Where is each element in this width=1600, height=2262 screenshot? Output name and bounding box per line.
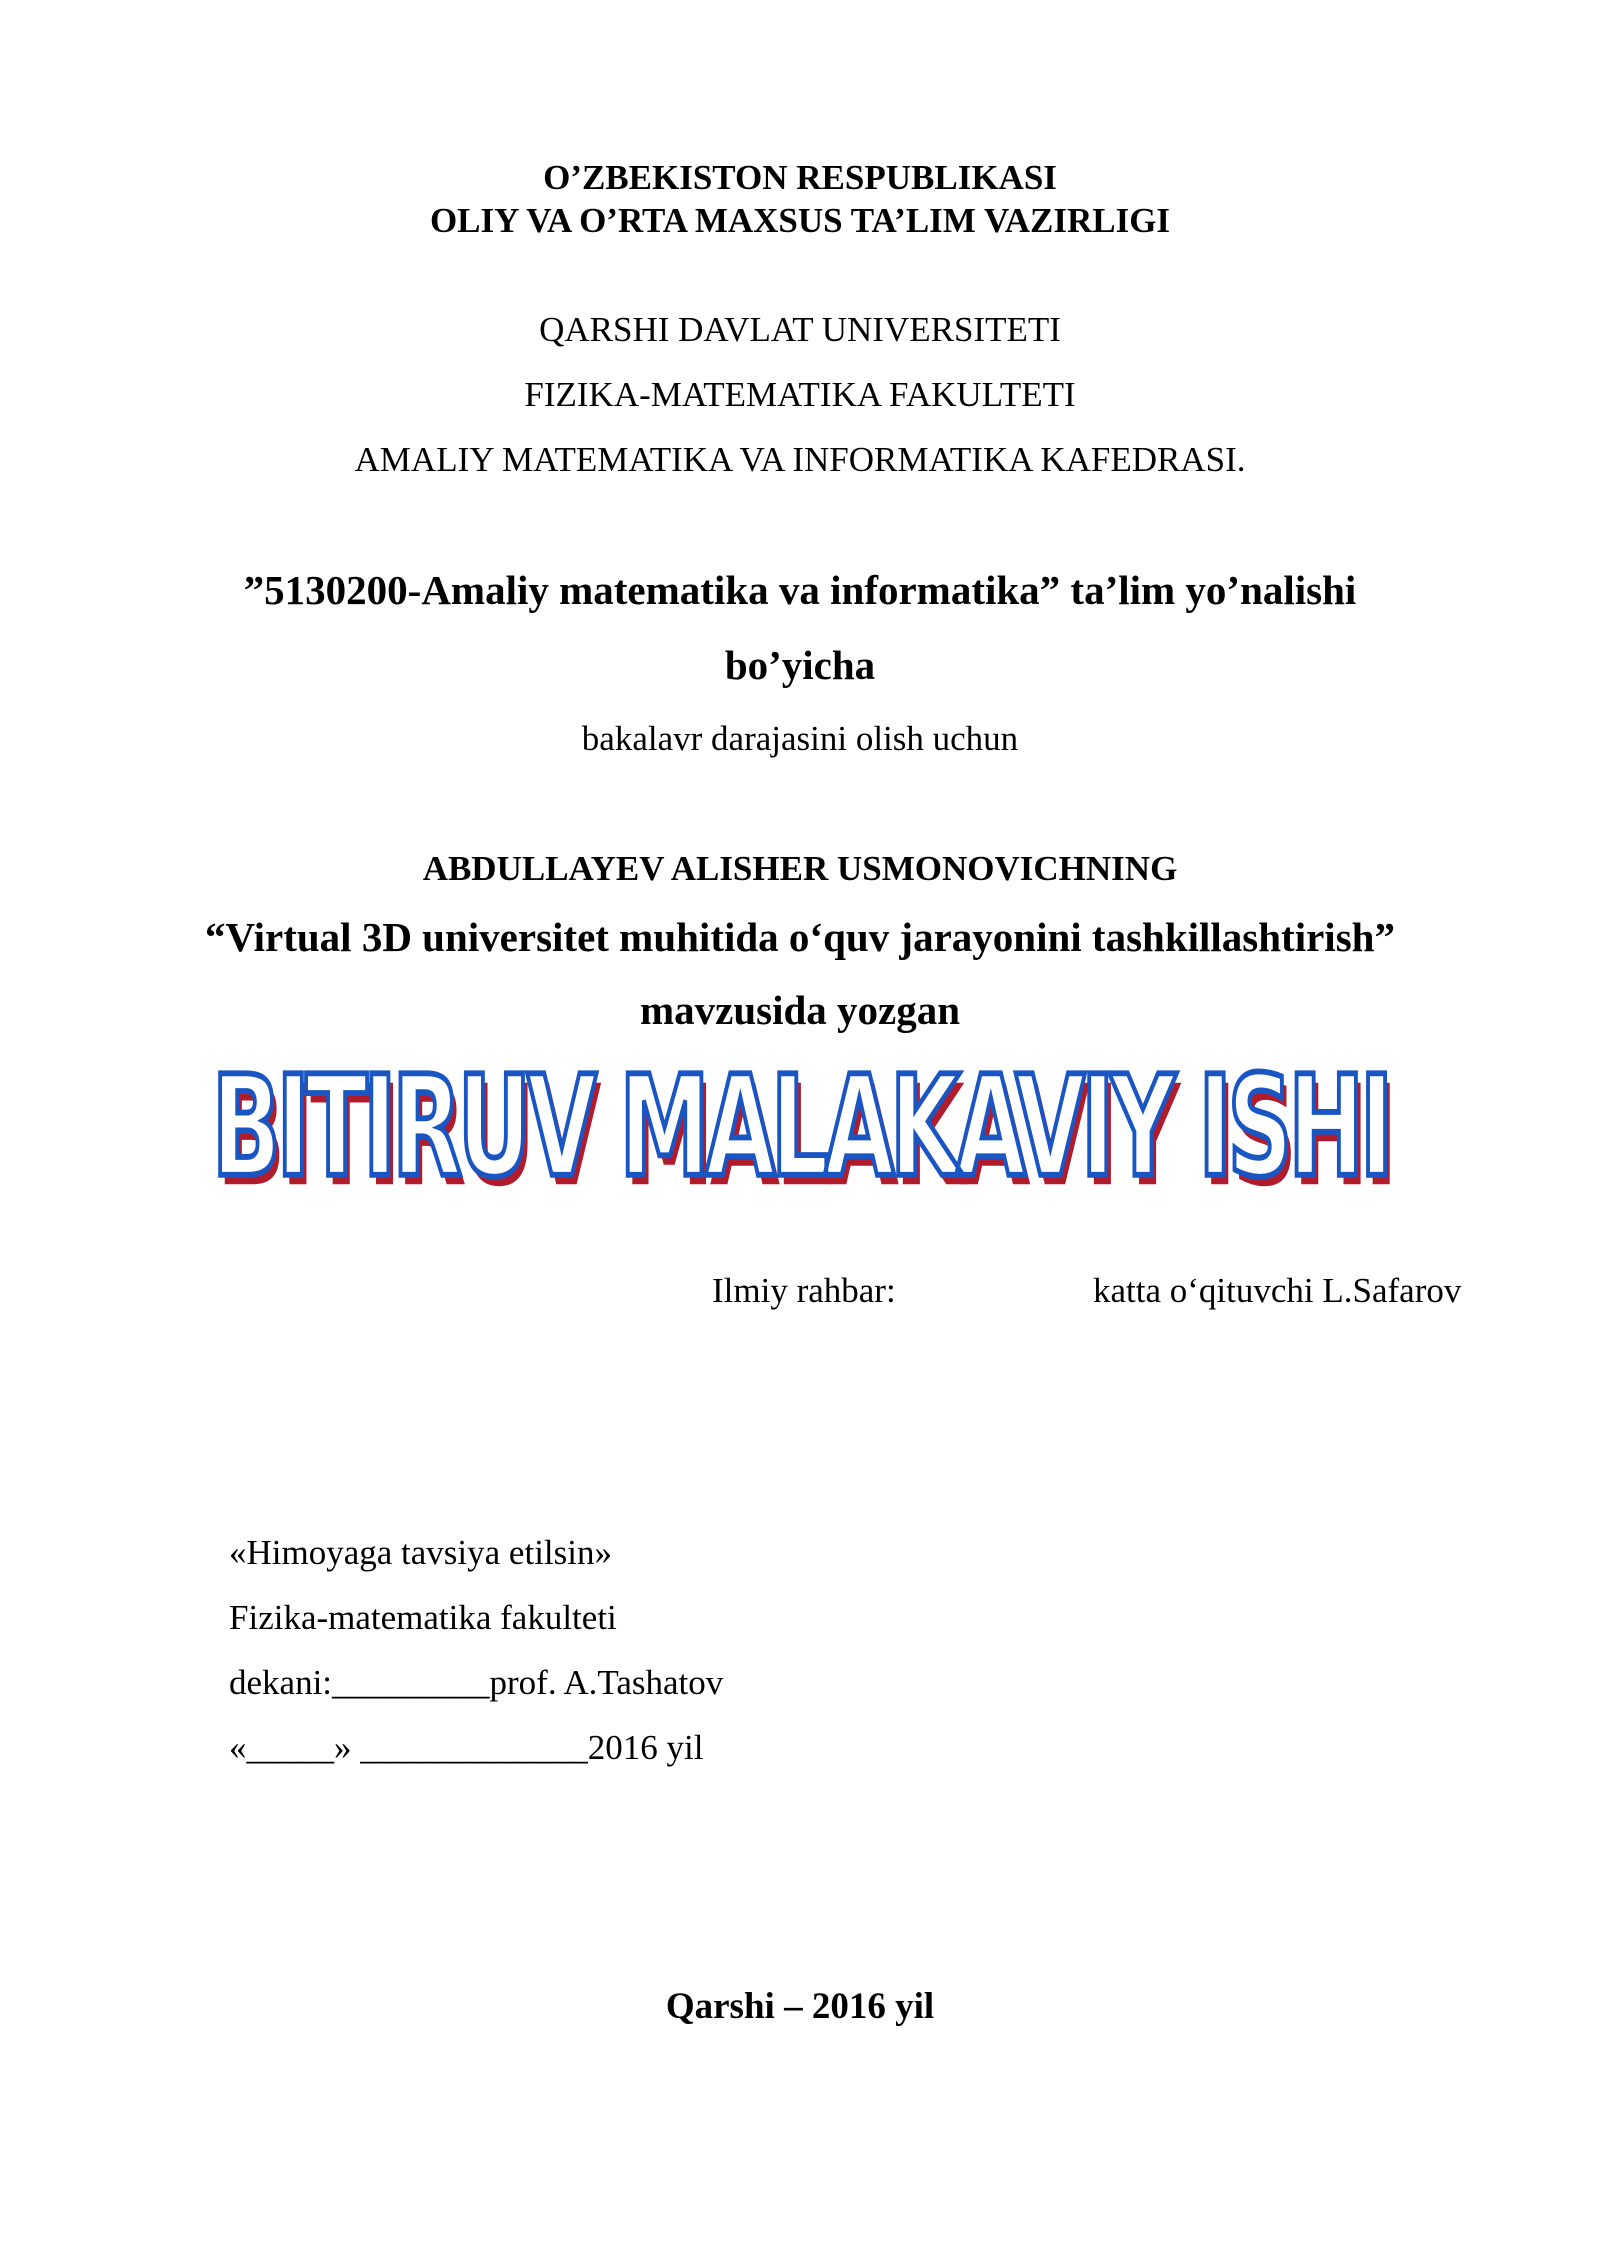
faculty-name: FIZIKA-MATEMATIKA FAKULTETI — [524, 375, 1076, 414]
approval-line-4: «_____» _____________2016 yil — [229, 1728, 704, 1767]
specialty-line-2: bo’yicha — [724, 642, 876, 688]
ministry-name: OLIY VA O’RTA MAXSUS TA’LIM VAZIRLIGI — [429, 201, 1171, 240]
specialty-line: ”5130200-Amaliy matematika va informatika” ta’lim yo’nalishi — [243, 567, 1357, 613]
approval-line-3: dekani:_________prof. A.Tashatov — [229, 1663, 724, 1702]
ministry-country: O’ZBEKISTON RESPUBLIKASI — [543, 158, 1057, 197]
university-name: QARSHI DAVLAT UNIVERSITETI — [539, 310, 1061, 349]
thesis-topic-suffix: mavzusida yozgan — [639, 987, 961, 1033]
degree-note: bakalavr darajasini olish uchun — [581, 719, 1019, 758]
place-year: Qarshi – 2016 yil — [665, 1986, 935, 2027]
author-name: ABDULLAYEV ALISHER USMONOVICHNING — [422, 849, 1178, 888]
department-name: AMALIY MATEMATIKA VA INFORMATIKA KAFEDRASI. — [354, 440, 1246, 479]
thesis-title-text: BITIRUV MALAKAVIY ISHI — [211, 1045, 1389, 1208]
supervisor-value: katta o‘qituvchi L.Safarov — [1093, 1271, 1462, 1310]
thesis-topic: “Virtual 3D universitet muhitida o‘quv jarayonini tashkillashtirish” — [205, 914, 1395, 960]
approval-line-1: «Himoyaga tavsiya etilsin» — [229, 1533, 612, 1572]
approval-line-2: Fizika-matematika fakulteti — [229, 1598, 617, 1637]
supervisor-label: Ilmiy rahbar: — [712, 1271, 896, 1310]
thesis-title-wordart — [0, 1045, 1600, 1208]
